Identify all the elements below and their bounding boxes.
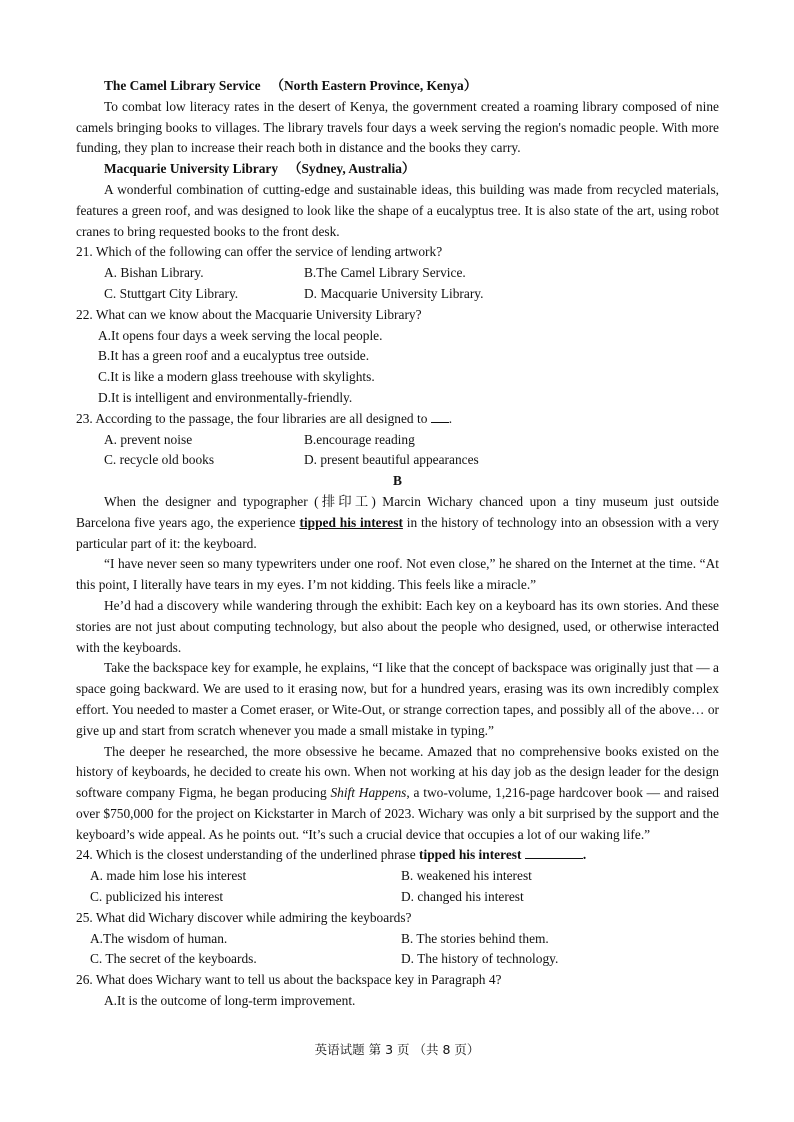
option-b: B. The stories behind them. — [401, 930, 549, 946]
question-23-options-row-1 — [76, 430, 719, 451]
option-a: A. prevent noise — [104, 431, 193, 447]
option-d: D. changed his interest — [401, 889, 524, 905]
option-d: D. The history of technology. — [401, 951, 559, 967]
question-23-stem — [76, 409, 719, 430]
option-c: C. The secret of the keyboards. — [90, 951, 257, 967]
stem-end: . — [448, 410, 453, 426]
question-21-options-row-2 — [76, 284, 719, 305]
option-b: B.The Camel Library Service. — [304, 265, 466, 281]
underlined-phrase: tipped his interest — [299, 514, 403, 530]
book-title: Shift Happens — [330, 785, 407, 801]
paragraph-text: in the history of technology into an obsession with a very particular part of it: the keyboard. — [76, 514, 719, 551]
library-name: The Camel Library Service — [104, 78, 261, 93]
option-a: A.It is the outcome of long-term improvement. — [104, 993, 356, 1009]
library-location: （Sydney, Australia） — [288, 161, 416, 177]
library-description-macquarie: A wonderful combination of cutting-edge and sustainable ideas, this building was made from recycled materials, features a green roof, and was designed to look like the shape of a eucalyptus tree. It is also state of the art, using robot cranes to bring requested books to the front desk. — [76, 181, 719, 239]
option-a: A. Bishan Library. — [104, 265, 204, 281]
question-25-stem: 25. What did Wichary discover while admiring the keyboards? — [76, 909, 412, 925]
option-a: A.The wisdom of human. — [90, 930, 228, 946]
passage-b-paragraph-1 — [76, 492, 719, 554]
library-description-camel: To combat low literacy rates in the desert of Kenya, the government created a roaming library composed of nine camels bringing books to villages. The library travels four days a week serving the region's nomadic people. With more funding, they plan to increase their reach both in distance and the books they carry. — [76, 98, 719, 156]
passage-b-paragraph-3: He’d had a discovery while wandering through the exhibit: Each key on a keyboard has its own stories. And these stories are not just about computing technology, but also about the people who designed, used, or otherwise interacted with the keyboards. — [76, 597, 719, 655]
question-24-options-row-2 — [76, 887, 719, 908]
passage-b-paragraph-5 — [76, 742, 719, 846]
stem-text: 23. According to the passage, the four libraries are all designed to — [76, 410, 428, 426]
option-d: D. present beautiful appearances — [304, 452, 479, 468]
library-name: Macquarie University Library — [104, 161, 279, 177]
paragraph-text: When the designer and typographer (排印工) Marcin Wichary chanced upon a tiny museum just outside Barcelona five years ago, the experience — [76, 493, 719, 530]
question-23-options-row-2 — [76, 450, 719, 471]
exam-page — [76, 76, 719, 1012]
option-d: D. Macquarie University Library. — [304, 285, 484, 301]
paragraph-text: , a two-volume, 1,216-page hardcover book — and raised over $750,000 for the project on Kickstarter in March of 2023. Wichary was only a bit surprised by the support and the keyboard’s wide appeal. As he points out. “It’s such a crucial device that occupies a lot of our waking life.” — [76, 785, 719, 842]
stem-end: . — [582, 847, 587, 863]
option-b: B.encourage reading — [304, 431, 415, 447]
question-24-stem — [76, 845, 719, 866]
paragraph-text: The deeper he researched, the more obsessive he became. Amazed that no comprehensive books existed on the history of keyboards, he decided to create his own. When not working at his day job as the design leader for the design software company Figma, he began producing — [76, 743, 719, 801]
passage-b-paragraph-2: “I have never seen so many typewriters under one roof. Not even close,” he shared on the Internet at the time. “At this point, I literally have tears in my eyes. I’m not kidding. This feels like a miracle.” — [76, 556, 719, 593]
option-b: B. weakened his interest — [401, 868, 532, 884]
passage-b-paragraph-4: Take the backspace key for example, he explains, “I like that the concept of backspace was originally just that — a space going backward. We are used to it erasing now, but for a hundred years, erasing was its own incredibly complex effort. You needed to master a Comet eraser, or Wite-Out, or strange correction tapes, and possibly all of the above… or give up and start from scratch whenever you made a small mistake in typing.” — [76, 660, 719, 738]
option-a: A.It opens four days a week serving the local people. — [98, 327, 383, 343]
option-d: D.It is intelligent and environmentally-friendly. — [98, 389, 353, 405]
question-25-options-row-2 — [76, 949, 719, 970]
option-c: C. Stuttgart City Library. — [104, 285, 239, 301]
question-21-options-row-1 — [76, 263, 719, 284]
option-b: B.It has a green roof and a eucalyptus tree outside. — [98, 348, 370, 364]
option-c: C.It is like a modern glass treehouse with skylights. — [98, 369, 375, 385]
question-26-stem: 26. What does Wichary want to tell us about the backspace key in Paragraph 4? — [76, 972, 502, 988]
page-footer: 英语试题 第 3 页 （共 8 页） — [314, 1042, 480, 1057]
question-22-stem: 22. What can we know about the Macquarie University Library? — [76, 306, 422, 322]
option-c: C. publicized his interest — [90, 889, 224, 905]
question-25-options-row-1 — [76, 929, 719, 950]
answer-blank — [431, 410, 449, 423]
option-a: A. made him lose his interest — [90, 868, 247, 884]
library-location: （North Eastern Province, Kenya） — [270, 78, 478, 93]
option-c: C. recycle old books — [104, 452, 215, 468]
library-heading-camel — [76, 76, 719, 97]
library-heading-macquarie — [76, 159, 719, 180]
answer-blank — [525, 846, 583, 859]
section-heading-b: B — [393, 473, 402, 489]
question-21-stem: 21. Which of the following can offer the service of lending artwork? — [76, 244, 443, 260]
stem-text: 24. Which is the closest understanding of the underlined phrase — [76, 847, 416, 863]
stem-phrase: tipped his interest — [419, 847, 522, 863]
question-24-options-row-1 — [76, 866, 719, 887]
